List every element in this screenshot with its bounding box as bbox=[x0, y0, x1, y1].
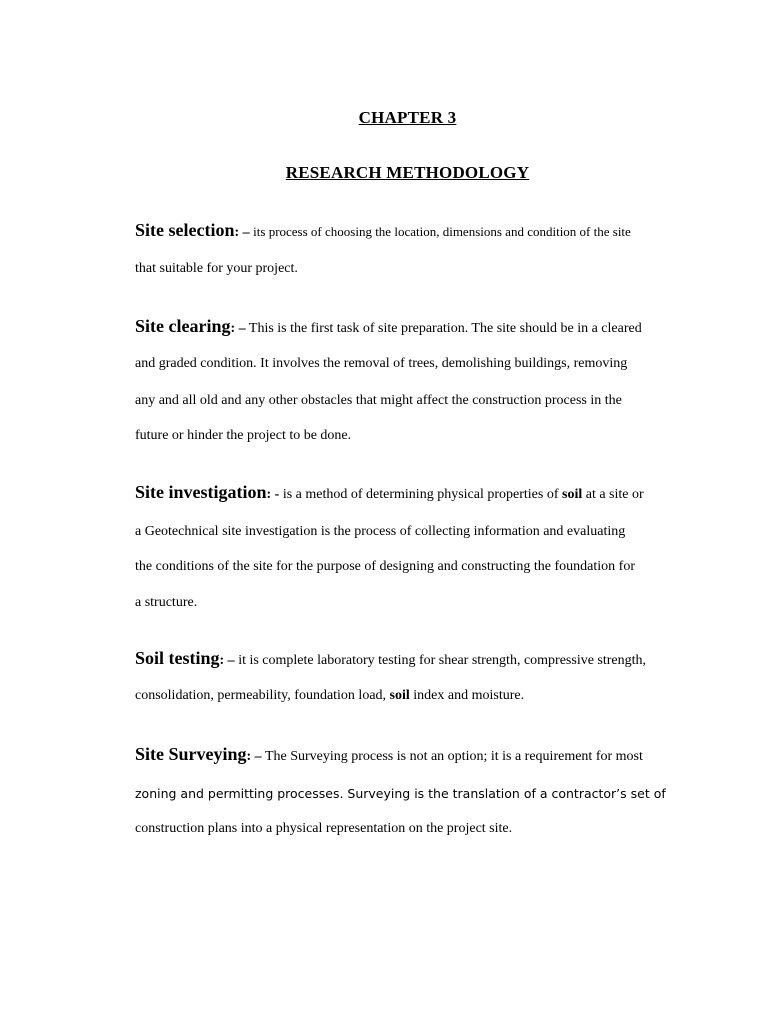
paragraph-line: a structure. bbox=[135, 595, 198, 610]
paragraph-line bbox=[135, 220, 631, 241]
paragraph-line bbox=[135, 482, 644, 503]
paragraph-line: that suitable for your project. bbox=[135, 261, 298, 276]
paragraph-text: This is the first task of site preparation. The site should be in a cleared bbox=[248, 321, 642, 336]
heading-separator: : – bbox=[234, 225, 250, 240]
paragraph-line bbox=[135, 744, 643, 765]
heading-separator: : – bbox=[219, 653, 235, 668]
paragraph-line: and graded condition. It involves the removal of trees, demolishing buildings, removing bbox=[135, 356, 628, 371]
heading-separator: : – bbox=[230, 321, 246, 336]
section-heading: Site selection bbox=[135, 220, 235, 240]
paragraph-line: a Geotechnical site investigation is the process of collecting information and evaluating bbox=[135, 524, 626, 539]
page-title: RESEARCH METHODOLOGY bbox=[285, 163, 530, 182]
paragraph-text: at a site or bbox=[582, 487, 644, 502]
section-heading: Site Surveying bbox=[135, 744, 247, 764]
paragraph-line: any and all old and any other obstacles that might affect the construction process in the bbox=[135, 393, 622, 408]
paragraph-text: its process of choosing the location, dimensions and condition of the site bbox=[253, 224, 631, 239]
keyword-soil: soil bbox=[562, 487, 583, 502]
heading-separator: : - bbox=[266, 487, 280, 502]
paragraph-text: is a method of determining physical properties of bbox=[282, 487, 562, 502]
paragraph-line bbox=[135, 648, 646, 669]
chapter-label: CHAPTER 3 bbox=[358, 108, 457, 127]
paragraph-text: it is complete laboratory testing for shear strength, compressive strength, bbox=[238, 653, 647, 668]
section-heading: Site investigation bbox=[135, 482, 267, 502]
paragraph-line: zoning and permitting processes. Surveying is the translation of a contractor’s set of bbox=[135, 786, 666, 801]
paragraph-text: The Surveying process is not an option; it is a requirement for most bbox=[264, 749, 643, 764]
section-heading: Soil testing bbox=[135, 648, 220, 668]
paragraph-line: future or hinder the project to be done. bbox=[135, 428, 352, 443]
paragraph-line bbox=[135, 316, 642, 337]
heading-separator: : – bbox=[246, 749, 262, 764]
keyword-soil: soil bbox=[389, 688, 410, 703]
paragraph-line: the conditions of the site for the purpose of designing and constructing the foundation for bbox=[135, 559, 636, 574]
paragraph-line: construction plans into a physical representation on the project site. bbox=[135, 821, 513, 836]
section-heading: Site clearing bbox=[135, 316, 231, 336]
paragraph-line bbox=[135, 688, 524, 704]
paragraph-text: consolidation, permeability, foundation load, bbox=[135, 688, 390, 703]
paragraph-text: index and moisture. bbox=[409, 688, 525, 703]
